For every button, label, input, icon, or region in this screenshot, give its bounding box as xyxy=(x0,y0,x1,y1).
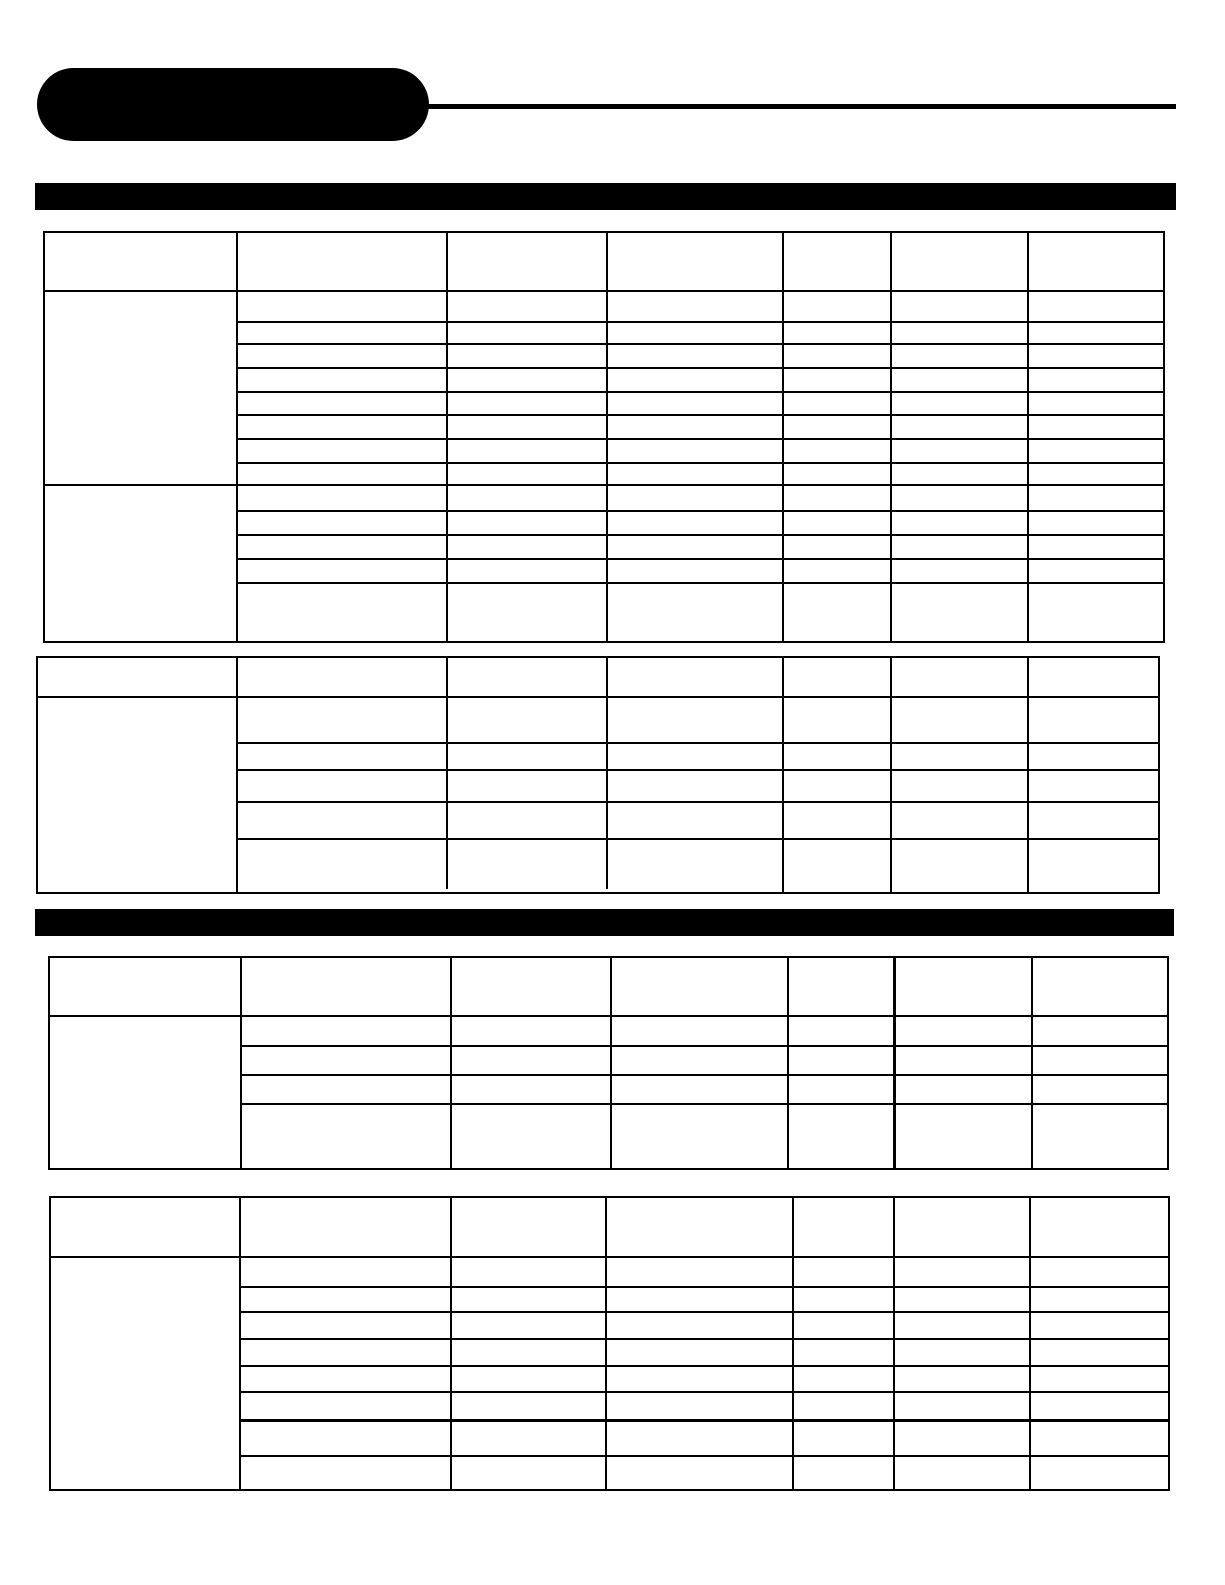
row-divider xyxy=(236,391,1163,393)
row-divider xyxy=(236,462,1163,464)
col-divider xyxy=(605,1198,607,1489)
row-divider xyxy=(236,801,1158,803)
group-divider xyxy=(45,484,1163,486)
table-1 xyxy=(43,231,1165,643)
row-divider xyxy=(239,1365,1168,1367)
col-divider xyxy=(792,1198,794,1489)
row-divider xyxy=(236,510,1163,512)
row-divider xyxy=(239,1419,1168,1422)
col-divider xyxy=(890,658,892,892)
row-divider xyxy=(236,534,1163,536)
col-divider xyxy=(606,658,608,889)
row-divider xyxy=(240,1045,1167,1047)
col-divider xyxy=(450,958,452,1168)
header-row-divider xyxy=(51,1256,1168,1258)
row-divider xyxy=(236,438,1163,440)
row-divider xyxy=(236,742,1158,744)
col-divider xyxy=(1027,233,1029,641)
col-divider xyxy=(782,233,784,641)
table-4 xyxy=(49,1196,1170,1491)
header-title-pill xyxy=(37,68,429,141)
row-divider xyxy=(236,558,1163,560)
col-divider xyxy=(446,233,448,641)
col-divider xyxy=(446,658,448,889)
row-divider xyxy=(240,1074,1167,1076)
row-divider xyxy=(236,582,1163,584)
col-divider xyxy=(893,958,896,1168)
row-divider xyxy=(239,1455,1168,1457)
row-divider xyxy=(236,769,1158,771)
col-divider xyxy=(1029,1198,1031,1489)
col-divider xyxy=(1031,958,1033,1168)
row-divider xyxy=(239,1338,1168,1340)
col-divider xyxy=(606,233,608,641)
section-bar-2 xyxy=(35,909,1174,936)
col-divider xyxy=(890,233,892,641)
header-row-divider xyxy=(38,696,1158,698)
col-divider xyxy=(610,958,612,1168)
header-row-divider xyxy=(45,290,1163,292)
row-divider xyxy=(240,1103,1167,1105)
header-row-divider xyxy=(50,1015,1167,1017)
row-divider xyxy=(236,414,1163,416)
row-divider xyxy=(236,838,1158,840)
col-divider xyxy=(240,958,242,1168)
col-divider xyxy=(893,1198,895,1489)
table-3 xyxy=(48,956,1169,1170)
row-divider xyxy=(239,1391,1168,1393)
row-divider xyxy=(236,367,1163,369)
col-divider xyxy=(239,1198,241,1489)
section-bar-1 xyxy=(35,183,1176,210)
row-divider xyxy=(236,321,1163,323)
col-divider xyxy=(236,658,238,892)
header-rule xyxy=(425,104,1176,109)
col-divider xyxy=(236,233,238,641)
col-divider xyxy=(450,1198,452,1489)
row-divider xyxy=(239,1286,1168,1288)
col-divider xyxy=(1027,658,1029,892)
row-divider xyxy=(239,1311,1168,1313)
col-divider xyxy=(782,658,784,892)
row-divider xyxy=(236,343,1163,345)
table-2 xyxy=(36,656,1160,894)
col-divider xyxy=(787,958,789,1168)
